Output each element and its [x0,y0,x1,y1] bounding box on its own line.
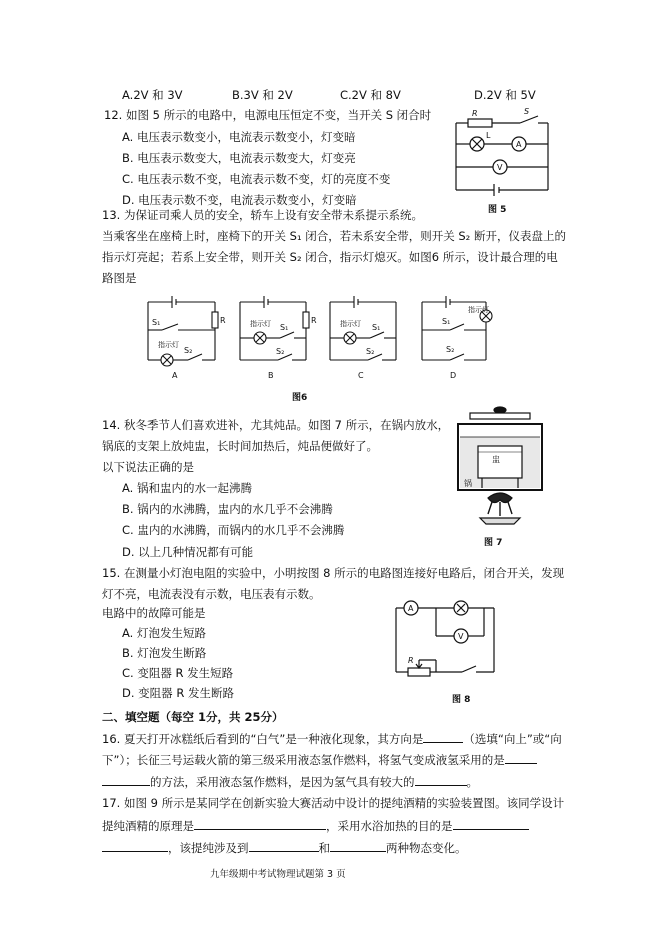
svg-text:C: C [358,371,364,380]
figure-5-circuit [448,106,556,200]
q15-option-b: B. 灯泡发生断路 [122,646,207,660]
q14-option-b: B. 锅内的水沸腾，盅内的水几乎不会沸腾 [122,502,333,516]
svg-text:S₂: S₂ [446,345,455,354]
q15-option-c: C. 变阻器 R 发生短路 [122,666,234,680]
svg-text:R: R [311,316,317,325]
q17-blank-4[interactable] [249,840,319,852]
fig5-s-label: S [524,107,530,116]
q14-line-1: 14. 秋冬季节人们喜欢进补，尤其炖品。如图 7 所示，在锅内放水， [102,418,450,432]
fig5-l-label: L [486,131,491,140]
svg-text:S₁: S₁ [280,323,289,332]
q15-line-1: 15. 在测量小灯泡电阻的实验中，小明按图 8 所示的电路图连接好电路后，闭合开关，发现 [102,566,565,580]
q11-option-c: C.2V 和 8V [340,88,401,102]
q16-blank-3[interactable] [102,774,150,786]
fig5-ammeter-label: A [516,140,522,149]
q12-option-d: D. 电压表示数不变，电流表示数变小，灯变暗 [122,193,357,207]
q11-option-a: A.2V 和 3V [122,88,183,102]
figure-6-circuits [140,292,500,382]
q15-line-2: 灯不亮，电流表没有示数，电压表有示数。 [102,587,321,601]
figure-7-steaming-pot [452,402,548,532]
q12-option-b: B. 电压表示数变大，电流表示数变大，灯变亮 [122,151,356,165]
q14-option-c: C. 盅内的水沸腾，而锅内的水几乎不会沸腾 [122,523,345,537]
figure-6-caption: 图6 [292,393,308,403]
q15-line-3: 电路中的故障可能是 [102,606,206,620]
q12-option-c: C. 电压表示数不变，电流表示数不变，灯的亮度不变 [122,172,391,186]
figure-8-circuit [390,596,500,684]
svg-text:指示灯: 指示灯 [340,320,361,328]
q15-option-d: D. 变阻器 R 发生断路 [122,686,234,700]
q11-option-d: D.2V 和 5V [474,88,536,102]
q17-blank-2[interactable] [453,818,529,830]
svg-text:S₂: S₂ [366,347,375,356]
fig5-r-label: R [472,109,478,118]
figure-8-caption: 图 8 [452,695,471,705]
fig5-voltmeter-label: V [497,163,503,172]
circuit-a [148,296,218,366]
fig8-voltmeter-label: V [458,632,464,641]
svg-text:指示灯: 指示灯 [250,320,271,328]
fig8-ammeter-label: A [408,604,414,613]
q13-line-4: 路图是 [102,271,137,285]
q17-line-3: ，该提纯涉及到 和 两种物态变化。 [102,840,467,855]
figure-7-caption: 图 7 [484,538,503,548]
q16-line-3: 的方法，采用液态氢作燃料，是因为氢气具有较大的 。 [102,774,478,789]
q13-line-2: 当乘客坐在座椅上时，座椅下的开关 S₁ 闭合，若未系安全带，则开关 S₂ 断开，仪表盘上的 [102,229,566,243]
q17-blank-3[interactable] [102,840,168,852]
svg-text:指示灯: 指示灯 [468,306,489,314]
q13-line-1: 13. 为保证司乘人员的安全，轿车上设有安全带未系提示系统。 [102,208,423,222]
circuit-c [330,296,396,360]
q16-blank-1[interactable] [423,731,463,743]
q12-option-a: A. 电压表示数变小，电流表示数变小，灯变暗 [122,130,356,144]
q11-option-b: B.3V 和 2V [232,88,293,102]
page-footer: 九年级期中考试物理试题第 3 页 [210,869,346,880]
q14-option-a: A. 锅和盅内的水一起沸腾 [122,481,252,495]
fig7-pot-label: 锅 [464,479,472,488]
svg-text:S₁: S₁ [372,323,381,332]
q14-line-2: 锅底的支架上放炖盅，长时间加热后，炖品便做好了。 [102,439,378,453]
q17-blank-1[interactable] [194,818,326,830]
section-2-title: 二、填空题（每空 1分，共 25分） [102,710,284,724]
svg-text:指示灯: 指示灯 [158,341,179,349]
q13-line-3: 指示灯亮起；若系上安全带，则开关 S₂ 闭合，指示灯熄灭。如图6 所示，设计最合理的电 [102,250,558,264]
fig7-cup-label: 盅 [492,455,500,464]
svg-text:S₂: S₂ [184,346,193,355]
q16-line-2: 下”）；长征三号运载火箭的第三级采用液态氢作燃料，将氢气变成液氢采用的是 [102,752,537,767]
q17-line-1: 17. 如图 9 所示是某同学在创新实验大赛活动中设计的提纯酒精的实验装置图。该同学设计 [102,796,565,810]
q15-option-a: A. 灯泡发生短路 [122,626,206,640]
q14-option-d: D. 以上几种情况都有可能 [122,545,254,559]
circuit-b [240,296,309,360]
q12-stem: 12. 如图 5 所示的电路中，电源电压恒定不变，当开关 S 闭合时 [104,108,432,122]
q16-line-1: 16. 夏天打开冰糕纸后看到的“白气”是一种液化现象，其方向是 （选填“向上”或“向 [102,732,562,746]
svg-text:A: A [172,371,178,380]
q16-blank-4[interactable] [415,774,467,786]
svg-text:S₂: S₂ [276,347,285,356]
figure-5-caption: 图 5 [488,205,507,215]
svg-text:R: R [220,316,226,325]
fig8-r-label: R [408,656,414,665]
svg-text:S₁: S₁ [152,318,161,327]
q17-line-2: 提纯酒精的原理是 ，采用水浴加热的目的是 [102,818,529,833]
svg-text:B: B [268,371,274,380]
svg-text:D: D [450,371,457,380]
q14-line-3: 以下说法正确的是 [102,460,194,474]
q16-blank-2[interactable] [505,752,537,764]
svg-text:S₁: S₁ [442,317,451,326]
q17-blank-5[interactable] [330,840,386,852]
